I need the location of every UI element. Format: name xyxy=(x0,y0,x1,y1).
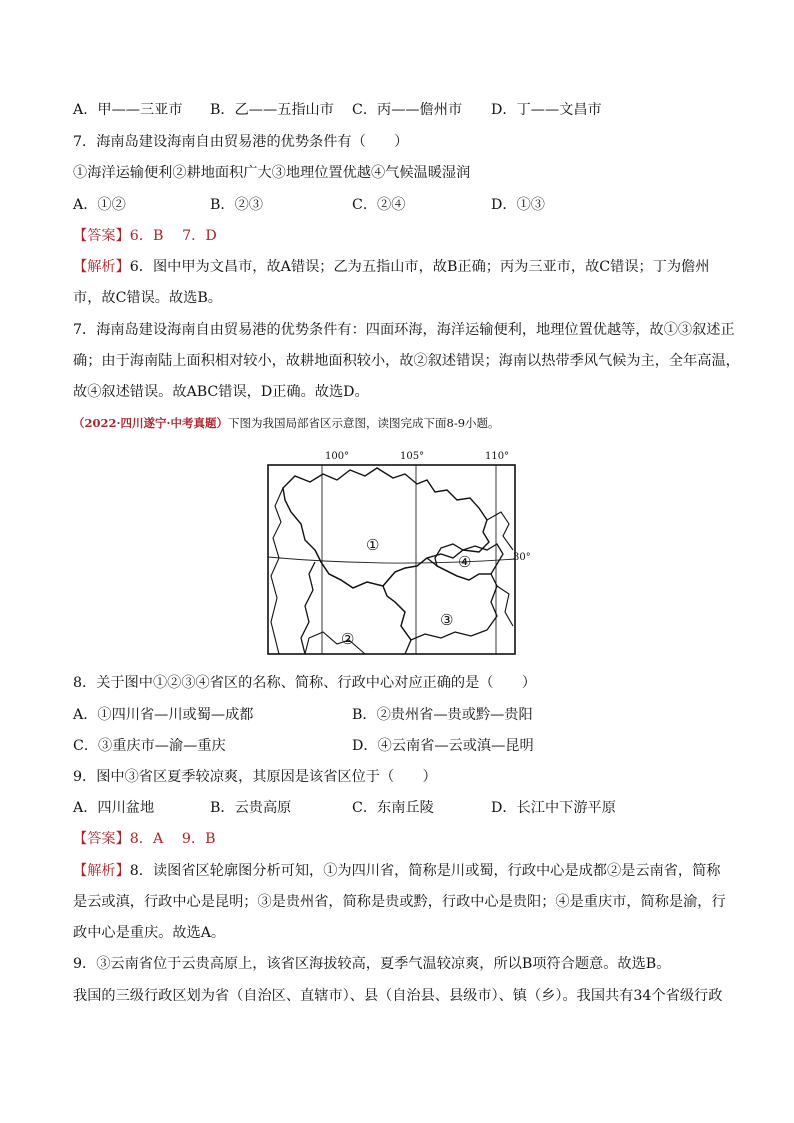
lat-label-30: 30° xyxy=(513,552,531,563)
analysis-line-1 xyxy=(73,258,709,276)
answer-text-2: 8．A 9．B xyxy=(129,831,216,847)
q8-option-c: C．③重庆市—渝—重庆 xyxy=(73,738,226,754)
q9-option-d: D．长江中下游平原 xyxy=(491,800,616,816)
q8-stem: 8．关于图中①②③④省区的名称、简称、行政中心对应正确的是（ ） xyxy=(73,675,537,691)
q7-option-d: D．①③ xyxy=(491,197,545,213)
answer-tag: 【答案】 xyxy=(73,228,130,244)
q6-option-b: B．乙——五指山市 xyxy=(210,102,334,118)
region-label-4: ④ xyxy=(458,553,472,571)
q6-option-a: A．甲——三亚市 xyxy=(73,102,183,118)
lon-label-105: 105° xyxy=(400,451,425,462)
q8-option-a: A．①四川省—川或蜀—成都 xyxy=(73,707,254,723)
source-text: 下图为我国局部省区示意图，读图完成下面8-9小题。 xyxy=(228,416,500,430)
q8-option-d: D．④云南省—云或滇—昆明 xyxy=(352,738,534,754)
analysis-line-5: 故④叙述错误。故ABC错误，D正确。故选D。 xyxy=(73,384,369,400)
q9-stem: 9．图中③省区夏季较凉爽，其原因是该省区位于（ ） xyxy=(73,769,437,785)
q6-option-c: C．丙——儋州市 xyxy=(352,102,463,118)
analysis2-text: 8．读图省区轮廓图分析可知，①为四川省，简称是川或蜀，行政中心是成都②是云南省，简称 xyxy=(129,863,721,879)
analysis-tag-2: 【解析】 xyxy=(73,863,130,879)
q7-stem: 7．海南岛建设海南自由贸易港的优势条件有（ ） xyxy=(73,134,409,150)
q9-option-c: C．东南丘陵 xyxy=(352,800,434,816)
answer-line-1 xyxy=(73,227,217,245)
q7-option-c: C．②④ xyxy=(352,197,406,213)
q9-option-b: B．云贵高原 xyxy=(210,800,292,816)
answer-tag-2: 【答案】 xyxy=(73,831,130,847)
region-label-3: ③ xyxy=(440,611,454,629)
analysis-text: 6．图中甲为文昌市，故A错误；乙为五指山市，故B正确；丙为三亚市，故C错误；丁为儋州 xyxy=(129,259,710,275)
lon-label-110: 110° xyxy=(485,451,510,462)
analysis2-line-1 xyxy=(73,862,720,880)
q7-option-b: B．②③ xyxy=(210,197,263,213)
analysis2-line-2: 是云或滇，行政中心是昆明；③是贵州省，简称是贵或黔，行政中心是贵阳；④是重庆市，简称是渝，行 xyxy=(73,894,726,910)
analysis-tag: 【解析】 xyxy=(73,259,130,275)
region-label-2: ② xyxy=(341,630,355,648)
analysis-line-2: 市，故C错误。故选B。 xyxy=(73,290,222,306)
analysis-line-3: 7．海南岛建设海南自由贸易港的优势条件有：四面环海，海洋运输便利，地理位置优越等，故①③叙述正 xyxy=(73,322,735,338)
answer-line-2 xyxy=(73,830,216,848)
source-line xyxy=(73,414,500,432)
source-tag: （2022·四川遂宁·中考真题） xyxy=(73,416,229,430)
q8-option-b: B．②贵州省—贵或黔—贵阳 xyxy=(352,707,533,723)
lon-label-100: 100° xyxy=(325,451,350,462)
analysis-line-4: 确；由于海南陆上面积相对较小，故耕地面积较小，故②叙述错误；海南以热带季风气候为主，全年高温， xyxy=(73,353,740,369)
analysis2-line-3: 政中心是重庆。故选A。 xyxy=(73,925,226,941)
q7-option-a: A．①② xyxy=(73,197,126,213)
q9-option-a: A．四川盆地 xyxy=(73,800,155,816)
answer-text: 6．B 7．D xyxy=(129,228,217,244)
analysis2-line-4: 9．③云南省位于云贵高原上，该省区海拔较高，夏季气温较凉爽，所以B项符合题意。故选B。 xyxy=(73,956,671,972)
q7-items: ①海洋运输便利②耕地面积广大③地理位置优越④气候温暖湿润 xyxy=(73,165,471,181)
region-label-1: ① xyxy=(366,536,380,554)
trailing-paragraph: 我国的三级行政区划为省（自治区、直辖市）、县（自治县、县级市）、镇（乡）。我国共有34个省级行政 xyxy=(73,988,723,1004)
province-map xyxy=(265,462,540,662)
q6-option-d: D．丁——文昌市 xyxy=(491,102,602,118)
